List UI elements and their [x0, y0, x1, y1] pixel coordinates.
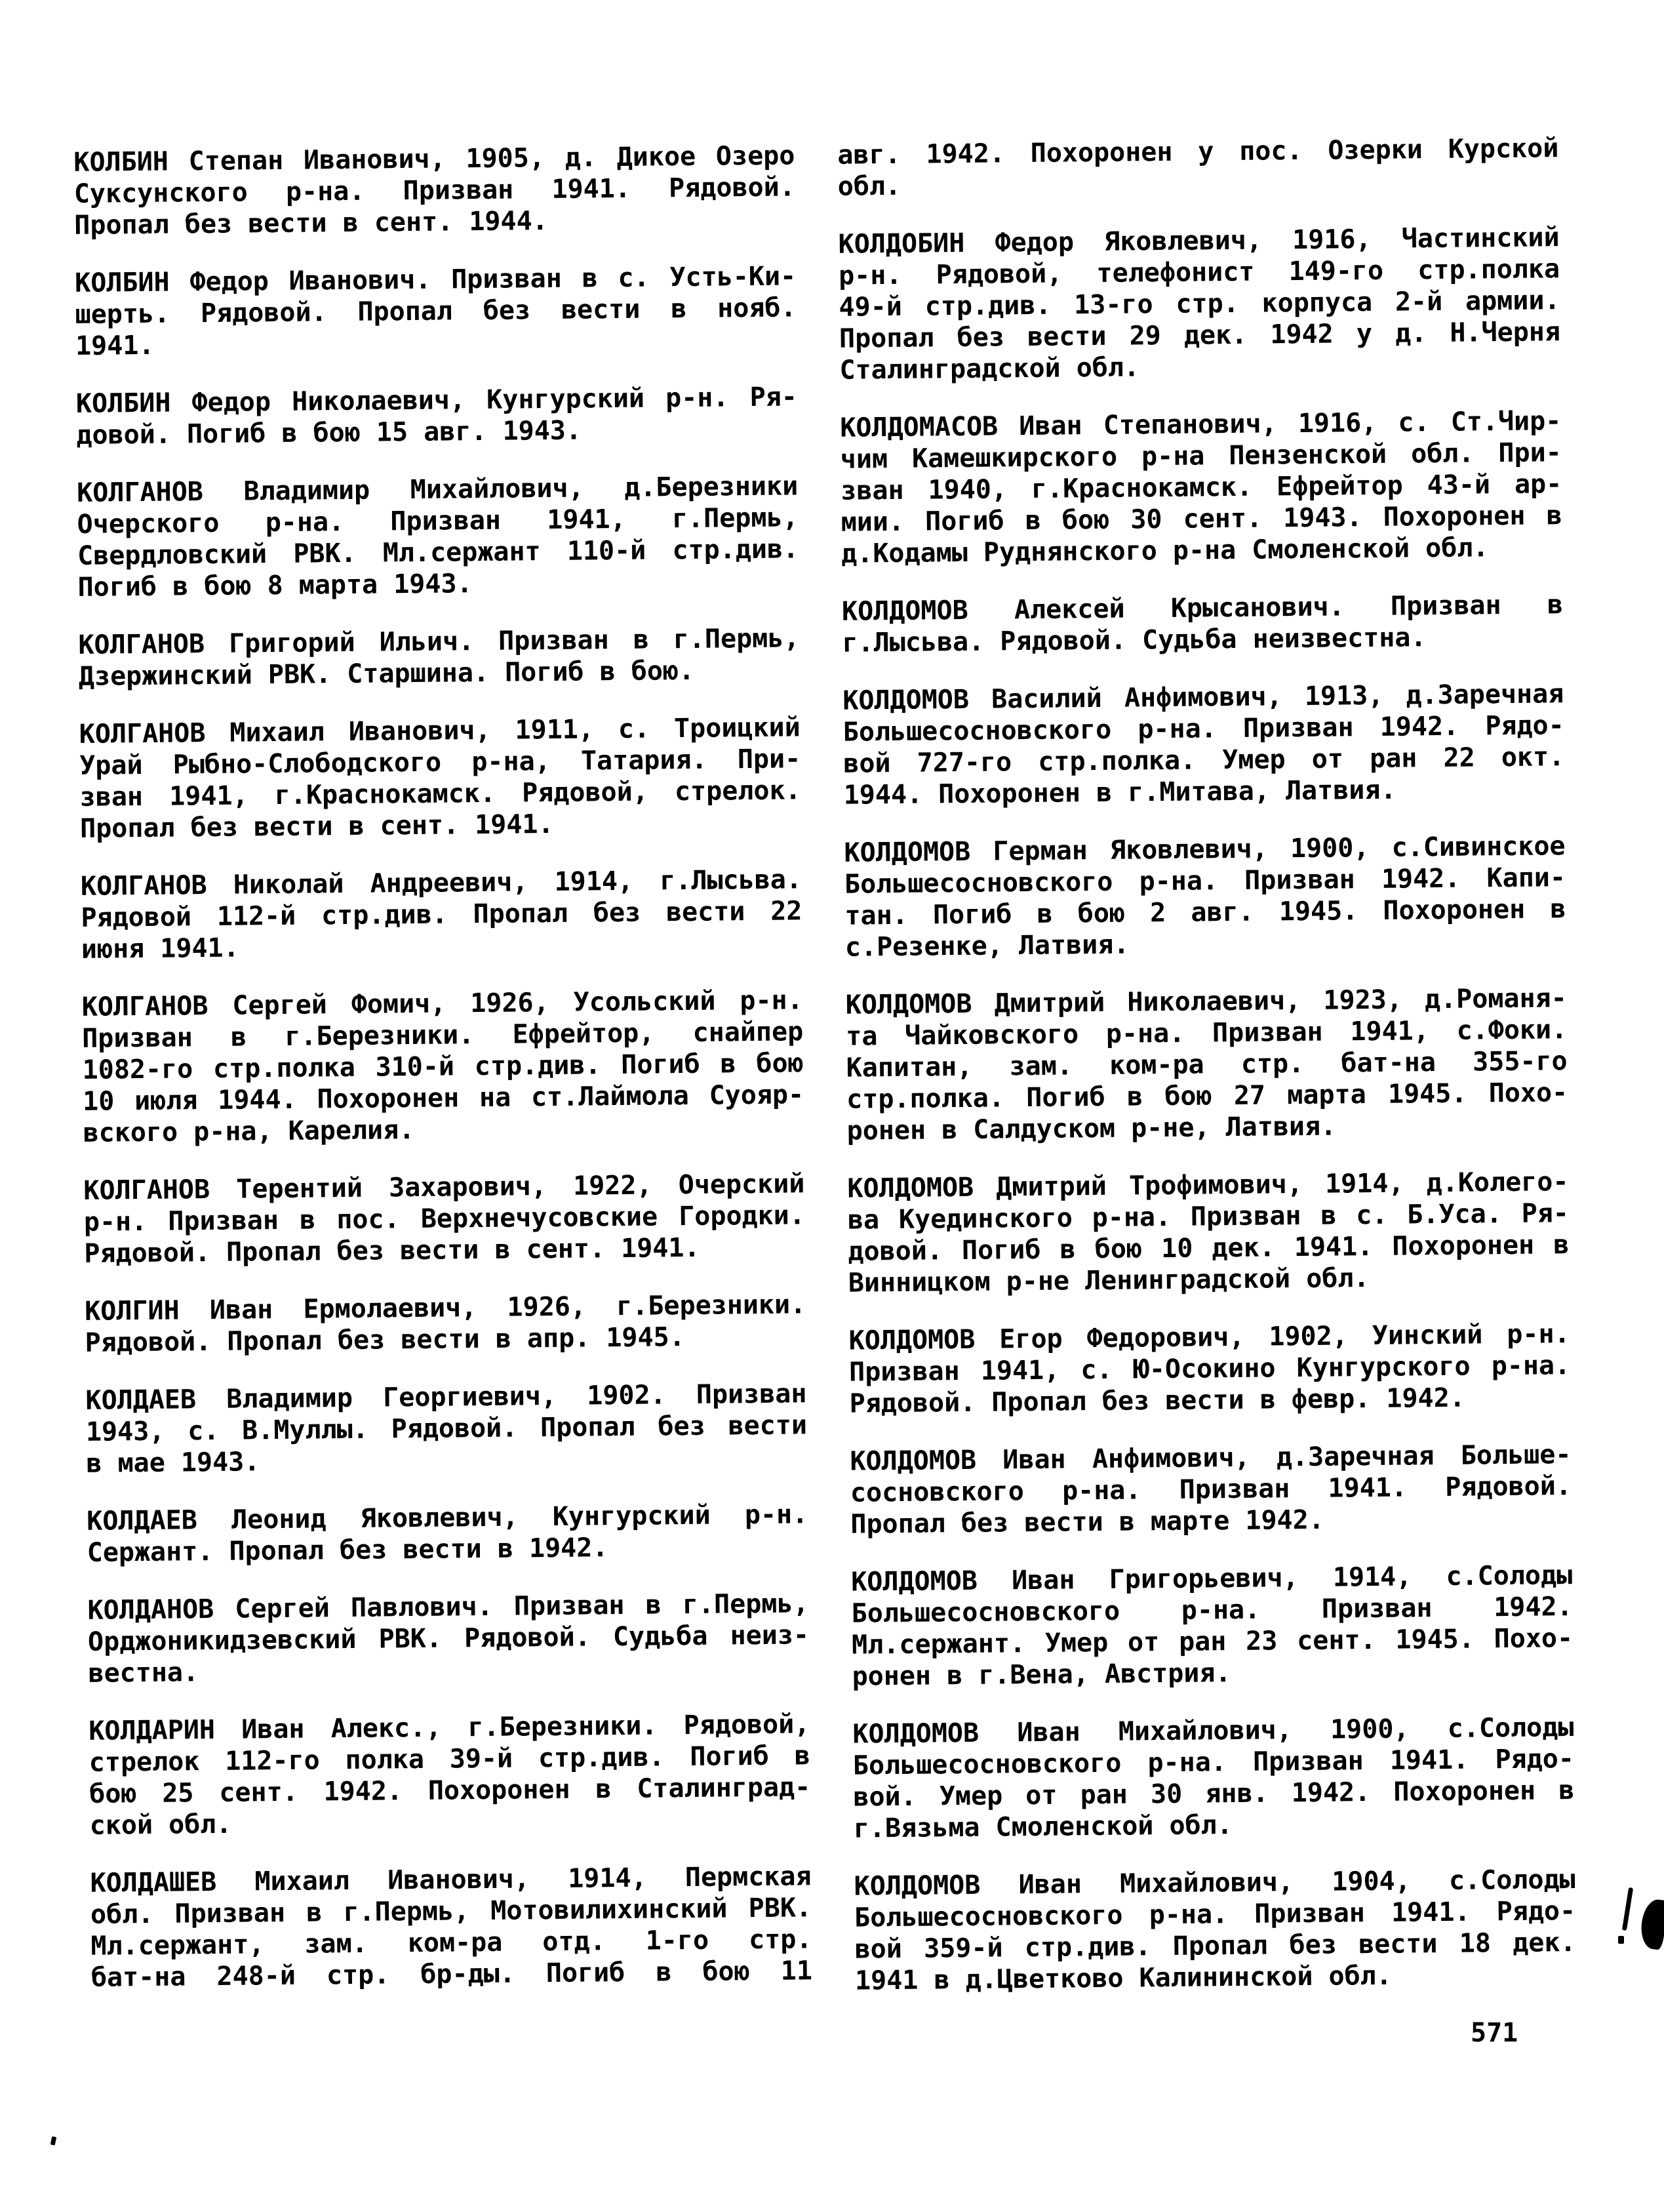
entry-line: стр.полка. Погиб в бою 27 марта 1945. Похо-: [846, 1077, 1568, 1115]
entry-line: Призван в г.Березники. Ефрейтор, снайпер: [81, 1016, 804, 1054]
entry-line: чим Камешкирского р-на Пензенской обл. При-: [840, 437, 1562, 475]
entry-line: Пропал без вести 29 дек. 1942 у д. Н.Черня: [839, 317, 1561, 354]
memorial-entry: [77, 470, 799, 603]
entry-line: р-н. Призван в пос. Верхнечусовские Городки.: [83, 1200, 806, 1237]
entry-line: с.Резенке, Латвия.: [844, 929, 1130, 963]
entry-line: Мл.сержант. Умер от ран 23 сент. 1945. Похо-: [851, 1623, 1574, 1660]
entry-line: КОЛДОМОВ Егор Федорович, 1902, Уинский р-н.: [848, 1319, 1570, 1356]
entry-line: вского р-на, Карелия.: [83, 1115, 415, 1148]
entry-line: вой 727-го стр.полка. Умер от ран 22 окт.: [843, 742, 1565, 779]
entry-line: р-н. Рядовой, телефонист 149-го стр.полка: [838, 254, 1560, 291]
entry-line: 49-й стр.див. 13-го стр. корпуса 2-й армии.: [839, 285, 1560, 323]
entry-line: КОЛГАНОВ Николай Андреевич, 1914, г.Лысьва.: [80, 864, 802, 902]
memorial-entry: [85, 1378, 807, 1479]
entry-line: вой 359-й стр.див. Пропал без вести 18 дек.: [854, 1927, 1576, 1965]
entry-line: Большесосновского р-на. Призван 1942.: [851, 1592, 1573, 1629]
entry-line: г.Лысьва. Рядовой. Судьба неизвестна.: [842, 622, 1427, 658]
entry-line: шерть. Рядовой. Пропал без вести в нояб.: [75, 292, 797, 330]
entry-line: стрелок 112-го полка 39-й стр.див. Погиб в: [89, 1740, 810, 1778]
entry-line: июня 1941.: [81, 933, 239, 965]
entry-line: КОЛГАНОВ Григорий Ильич. Призван в г.Пермь,: [78, 623, 800, 660]
entry-line: Суксунского р-на. Призван 1941. Рядовой.: [73, 172, 796, 209]
page-number: 571: [1471, 2018, 1518, 2048]
entry-line: ва Куединского р-на. Призван в с. Б.Уса. Ря-: [847, 1198, 1570, 1236]
memorial-entry: [851, 1559, 1574, 1693]
entry-line: КОЛДОМОВ Дмитрий Николаевич, 1923, д.Романя-: [845, 983, 1567, 1020]
text-column-right: [837, 132, 1576, 1996]
memorial-entry: [850, 1439, 1572, 1540]
entry-line: Дзержинский РВК. Старшина. Погиб в бою.: [78, 655, 695, 692]
memorial-entry: [87, 1498, 808, 1569]
memorial-entry: [848, 1318, 1570, 1420]
entry-line: та Чайковского р-на. Призван 1941, с.Фоки.: [846, 1015, 1568, 1052]
entry-line: бою 25 сент. 1942. Похоронен в Сталинград-: [89, 1772, 811, 1809]
entry-line: бат-на 248-й стр. бр-ды. Погиб в бою 11: [90, 1956, 813, 1993]
entry-line: Пропал без вести в сент. 1941.: [79, 809, 554, 844]
entry-line: КОЛБИН Федор Николаевич, Кунгурский р-н. Ря-: [75, 382, 798, 419]
entry-line: КОЛДАНОВ Сергей Павлович. Призван в г.Пермь,: [87, 1588, 809, 1626]
entry-line: Орджоникидзевский РВК. Рядовой. Судьба неиз-: [87, 1620, 810, 1657]
memorial-entry: [73, 140, 795, 241]
memorial-entry: [81, 864, 802, 965]
memorial-entry: [82, 984, 804, 1149]
entry-line: Пропал без вести в сент. 1944.: [74, 205, 548, 241]
entry-line: Большесосновского р-на. Призван 1942. Рядо-: [842, 710, 1564, 748]
entry-line: Свердловский РВК. Мл.сержант 110-й стр.див.: [77, 534, 799, 571]
entry-line: Пропал без вести в марте 1942.: [850, 1504, 1325, 1540]
memorial-entry: [842, 678, 1565, 811]
entry-line: Очерского р-на. Призван 1941, г.Пермь,: [77, 502, 799, 540]
memorial-entry: [85, 1289, 806, 1359]
entry-line: Урай Рыбно-Слободского р-на, Татария. При-: [79, 744, 801, 781]
entry-line: в мае 1943.: [86, 1447, 260, 1479]
memorial-entry: [846, 982, 1568, 1147]
entry-line: Капитан, зам. ком-ра стр. бат-на 355-го: [846, 1046, 1568, 1083]
text-column-left: [73, 140, 812, 1993]
entry-line: обл. Призван в г.Пермь, Мотовилихинский РВК.: [90, 1893, 812, 1930]
memorial-entry: [90, 1860, 812, 1994]
entry-line: вой. Умер от ран 30 янв. 1942. Похоронен в: [853, 1775, 1575, 1813]
entry-line: КОЛБИН Степан Иванович, 1905, д. Дикое Озеро: [73, 140, 795, 178]
entry-line: Винницком р-не Ленинградской обл.: [848, 1263, 1370, 1298]
entry-line: зван 1940, г.Краснокамск. Ефрейтор 43-й ар-: [841, 469, 1562, 506]
memorial-entry: [837, 132, 1559, 203]
entry-line: КОЛБИН Федор Иванович. Призван в с. Усть-Ки-: [74, 261, 797, 298]
entry-line: Призван 1941, с. Ю-Осокино Кунгурского р-на.: [848, 1350, 1571, 1388]
entry-line: Большесосновского р-на. Призван 1941. Рядо-: [852, 1744, 1575, 1781]
memorial-entry: [87, 1588, 809, 1689]
entry-line: КОЛДОМОВ Василий Анфимович, 1913, д.Заречная: [842, 679, 1564, 716]
memorial-entry: [842, 589, 1564, 659]
entry-line: довой. Погиб в бою 15 авг. 1943.: [76, 415, 582, 451]
entry-line: Погиб в бою 8 марта 1943.: [77, 569, 473, 603]
entry-line: Мл.сержант, зам. ком-ра отд. 1-го стр.: [90, 1924, 812, 1961]
memorial-entry: [844, 830, 1566, 963]
entry-line: обл.: [837, 171, 901, 202]
entry-line: Сержант. Пропал без вести в 1942.: [87, 1533, 608, 1568]
entry-line: КОЛДОМОВ Алексей Крысанович. Призван в: [841, 590, 1564, 627]
entry-line: КОЛДАШЕВ Михаил Иванович, 1914, Пермская: [90, 1861, 812, 1899]
entry-line: д.Кодамы Руднянского р-на Смоленской обл.: [841, 533, 1489, 569]
entry-line: тан. Погиб в бою 2 авг. 1945. Похоронен в: [844, 894, 1566, 931]
entry-line: 1941.: [75, 330, 155, 361]
entry-line: Большесосновского р-на. Призван 1941. Рядо-: [854, 1896, 1576, 1933]
ink-dot-artifact: [1618, 1936, 1624, 1944]
entry-line: КОЛДОМАСОВ Иван Степанович, 1916, с. Ст.Чир-: [840, 406, 1562, 443]
entry-line: 10 июля 1944. Похоронен на ст.Лаймола Суояр-: [82, 1079, 804, 1117]
entry-line: 1944. Похоронен в г.Митава, Латвия.: [843, 774, 1397, 811]
memorial-entry: [854, 1864, 1576, 1997]
entry-line: довой. Погиб в бою 10 дек. 1941. Похоронен в: [848, 1230, 1570, 1267]
entry-line: Рядовой. Пропал без вести в апр. 1945.: [85, 1322, 685, 1358]
entry-line: сосновского р-на. Призван 1941. Рядовой.: [850, 1471, 1572, 1508]
entry-line: КОЛДОМОВ Иван Михайлович, 1904, с.Солоды: [854, 1864, 1575, 1902]
entry-line: КОЛГАНОВ Терентий Захарович, 1922, Очерский: [83, 1169, 805, 1206]
entry-line: ронен в г.Вена, Австрия.: [852, 1658, 1231, 1692]
entry-line: КОЛДОМОВ Дмитрий Трофимович, 1914, д.Колего-: [847, 1167, 1569, 1204]
entry-line: мии. Погиб в бою 30 сент. 1943. Похоронен в: [841, 500, 1562, 538]
entry-line: вестна.: [88, 1657, 199, 1689]
entry-line: КОЛГАНОВ Сергей Фомич, 1926, Усольский р-н.: [81, 985, 803, 1022]
entry-line: Сталинградской обл.: [839, 352, 1140, 386]
entry-line: Рядовой 112-й стр.див. Пропал без вести 22: [81, 896, 802, 933]
entry-line: 1943, с. В.Муллы. Рядовой. Пропал без вести: [85, 1410, 808, 1447]
entry-line: КОЛДАЕВ Владимир Георгиевич, 1902. Призван: [85, 1378, 807, 1416]
entry-line: 1082-го стр.полка 310-й стр.див. Погиб в бою: [82, 1048, 804, 1085]
memorial-entry: [78, 622, 800, 693]
entry-line: ронен в Салдуском р-не, Латвия.: [846, 1111, 1337, 1146]
entry-line: КОЛДОМОВ Герман Яковлевич, 1900, с.Сивинское: [844, 831, 1566, 868]
entry-line: КОЛДОМОВ Иван Григорьевич, 1914, с.Солоды: [850, 1560, 1573, 1598]
entry-line: КОЛДОМОВ Иван Анфимович, д.Заречная Больше-: [850, 1439, 1572, 1477]
memorial-entry: [840, 405, 1562, 570]
memorial-entry: [76, 381, 798, 451]
entry-line: зван 1941, г.Краснокамск. Рядовой, стрелок.: [79, 775, 801, 813]
entry-line: авг. 1942. Похоронен у пос. Озерки Курской: [837, 133, 1559, 171]
entry-line: КОЛГИН Иван Ермолаевич, 1926, г.Березники.: [84, 1289, 806, 1327]
entry-line: КОЛДОБИН Федор Яковлевич, 1916, Частинский: [838, 222, 1560, 260]
entry-line: КОЛГАНОВ Михаил Иванович, 1911, с. Троицкий: [79, 712, 801, 750]
memorial-entry: [89, 1708, 811, 1841]
entry-line: Рядовой. Пропал без вести в сент. 1941.: [84, 1232, 700, 1269]
entry-line: г.Вязьма Смоленской обл.: [853, 1810, 1233, 1844]
entry-line: 1941 в д.Цветково Калининской обл.: [854, 1960, 1393, 1996]
memorial-entry: [852, 1712, 1575, 1845]
entry-line: КОЛДАРИН Иван Алекс., г.Березники. Рядовой,: [89, 1709, 810, 1746]
memorial-entry: [847, 1166, 1570, 1299]
memorial-entry: [75, 260, 797, 362]
memorial-entry: [79, 712, 802, 845]
memorial-entry: [83, 1168, 805, 1270]
entry-line: КОЛДАЕВ Леонид Яковлевич, Кунгурский р-н.: [87, 1499, 808, 1537]
memorial-entry: [838, 222, 1560, 386]
entry-line: ской обл.: [89, 1809, 232, 1841]
entry-line: Рядовой. Пропал без вести в февр. 1942.: [849, 1382, 1465, 1419]
entry-line: КОЛГАНОВ Владимир Михайлович, д.Березники: [77, 471, 799, 508]
entry-line: КОЛДОМОВ Иван Михайлович, 1900, с.Солоды: [852, 1712, 1574, 1750]
entry-line: Большесосновского р-на. Призван 1942. Капи-: [844, 862, 1566, 900]
